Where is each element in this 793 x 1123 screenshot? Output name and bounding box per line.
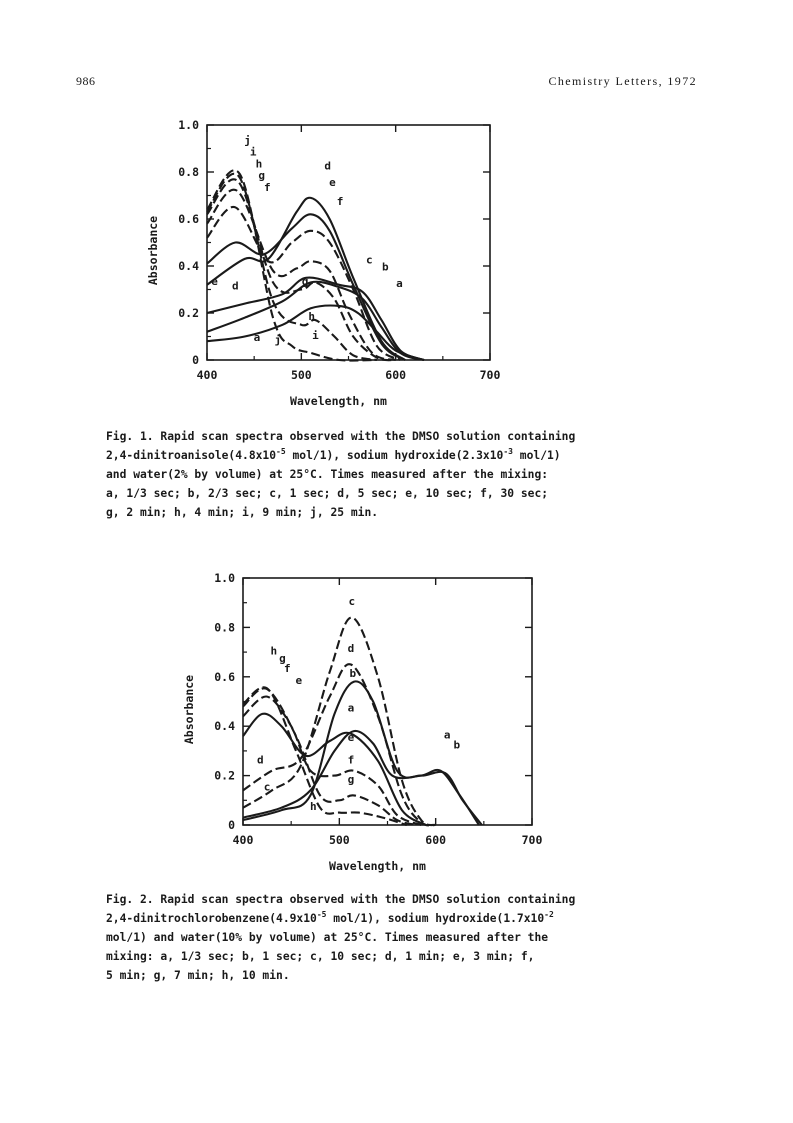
plot-frame (243, 578, 532, 825)
x-axis-title: Wavelength, nm (290, 394, 387, 408)
caption-superscript: -5 (276, 447, 286, 456)
curve-label-e: e (211, 274, 218, 288)
curve-label-f: f (347, 753, 355, 767)
curve-label-c: c (348, 595, 356, 609)
caption-text: 5 min; g, 7 min; h, 10 min. (106, 969, 290, 982)
curve-label-e: e (347, 731, 355, 745)
curve-label-g: g (347, 773, 355, 787)
caption-text: a, 1/3 sec; b, 2/3 sec; c, 1 sec; d, 5 sec; e, 10 sec; f, 30 sec; (106, 487, 549, 500)
x-axis-title: Wavelength, nm (329, 859, 426, 873)
curve-label-e: e (295, 674, 303, 688)
curve-label-c: c (365, 253, 373, 267)
caption-text: mixing: a, 1/3 sec; b, 1 sec; c, 10 sec; d, 1 min; e, 3 min; f, (106, 950, 535, 963)
y-tick-label: 1.0 (214, 571, 235, 585)
x-tick-label: 600 (425, 833, 447, 847)
caption-text: and water(2% by volume) at 25°C. Times measured after the mixing: (106, 468, 549, 481)
curve-label-a: a (347, 701, 355, 715)
y-tick-label: 0 (192, 353, 199, 367)
caption-text: mol/1) (512, 449, 561, 462)
caption-text: mol/1), sodium hydroxide(1.7x10 (326, 912, 545, 925)
caption-line (106, 966, 666, 985)
curve-label-f: f (336, 194, 344, 208)
curve-label-b: b (349, 666, 357, 680)
y-axis-title: Absorbance (146, 215, 160, 286)
y-tick-label: 0.8 (178, 165, 199, 179)
curve-label-f: f (284, 661, 291, 675)
caption-superscript: -2 (544, 910, 554, 919)
curve-label-h: h (310, 800, 317, 814)
y-tick-label: 1.0 (178, 118, 199, 132)
y-tick-label: 0.2 (178, 306, 199, 320)
x-tick-label: 400 (196, 368, 218, 382)
curve-label-h: h (308, 310, 316, 324)
curve-label-d: d (324, 159, 332, 173)
curve-label-i: i (312, 328, 319, 342)
curve-label-g: g (258, 169, 266, 183)
curve-label-a: a (443, 728, 451, 742)
series-line-b (243, 681, 482, 825)
curve-label-d: d (257, 753, 264, 767)
y-tick-label: 0.6 (214, 669, 235, 684)
caption-superscript: -3 (503, 447, 513, 456)
curve-label-i: i (249, 145, 257, 159)
caption-line (106, 890, 666, 909)
curve-label-h: h (255, 157, 263, 171)
caption-line (106, 928, 666, 947)
curve-label-c: c (263, 780, 271, 794)
x-tick-label: 500 (290, 368, 312, 382)
caption-line (106, 909, 666, 928)
caption-text: g, 2 min; h, 4 min; i, 9 min; j, 25 min. (106, 506, 379, 519)
caption-text: mol/1) and water(10% by volume) at 25°C. Times measured after the (106, 931, 549, 944)
y-tick-label: 0.8 (214, 620, 235, 635)
y-tick-label: 0.4 (214, 719, 235, 734)
y-tick-label: 0.2 (214, 768, 235, 783)
page-number: 986 (76, 74, 96, 88)
curve-label-f: f (264, 180, 271, 194)
x-tick-label: 500 (328, 833, 350, 847)
x-tick-label: 600 (385, 368, 407, 382)
curve-label-a: a (253, 331, 261, 345)
caption-text: Fig. 1. Rapid scan spectra observed with the DMSO solution containing (106, 430, 576, 443)
curve-label-h: h (270, 644, 278, 658)
y-axis-title: Absorbance (182, 674, 196, 745)
y-tick-label: 0.6 (178, 212, 199, 226)
curve-label-g: g (301, 274, 309, 288)
caption-text: Fig. 2. Rapid scan spectra observed with the DMSO solution containing (106, 893, 576, 906)
caption-text: mol/1), sodium hydroxide(2.3x10 (285, 449, 504, 462)
caption-text: 2,4-dinitroanisole(4.8x10 (106, 449, 277, 462)
x-tick-label: 700 (521, 833, 543, 847)
y-tick-label: 0.4 (178, 259, 199, 273)
caption-superscript: -5 (316, 910, 327, 919)
curve-label-a: a (396, 277, 403, 291)
y-tick-label: 0 (228, 818, 235, 832)
x-tick-label: 700 (479, 368, 501, 382)
curve-label-g: g (279, 651, 286, 665)
curve-label-d: d (231, 279, 239, 293)
curve-label-d: d (347, 642, 355, 656)
figure-2-caption (106, 890, 666, 985)
x-tick-label: 400 (232, 833, 254, 847)
curve-label-j: j (244, 133, 251, 147)
curve-label-e: e (329, 176, 336, 190)
caption-text: 2,4-dinitrochlorobenzene(4.9x10 (106, 912, 317, 925)
caption-line (106, 947, 666, 966)
curve-label-b: b (381, 260, 389, 274)
journal-header: Chemistry Letters, 1972 (548, 74, 697, 88)
curve-label-b: b (453, 738, 461, 752)
curve-label-j: j (274, 333, 282, 347)
